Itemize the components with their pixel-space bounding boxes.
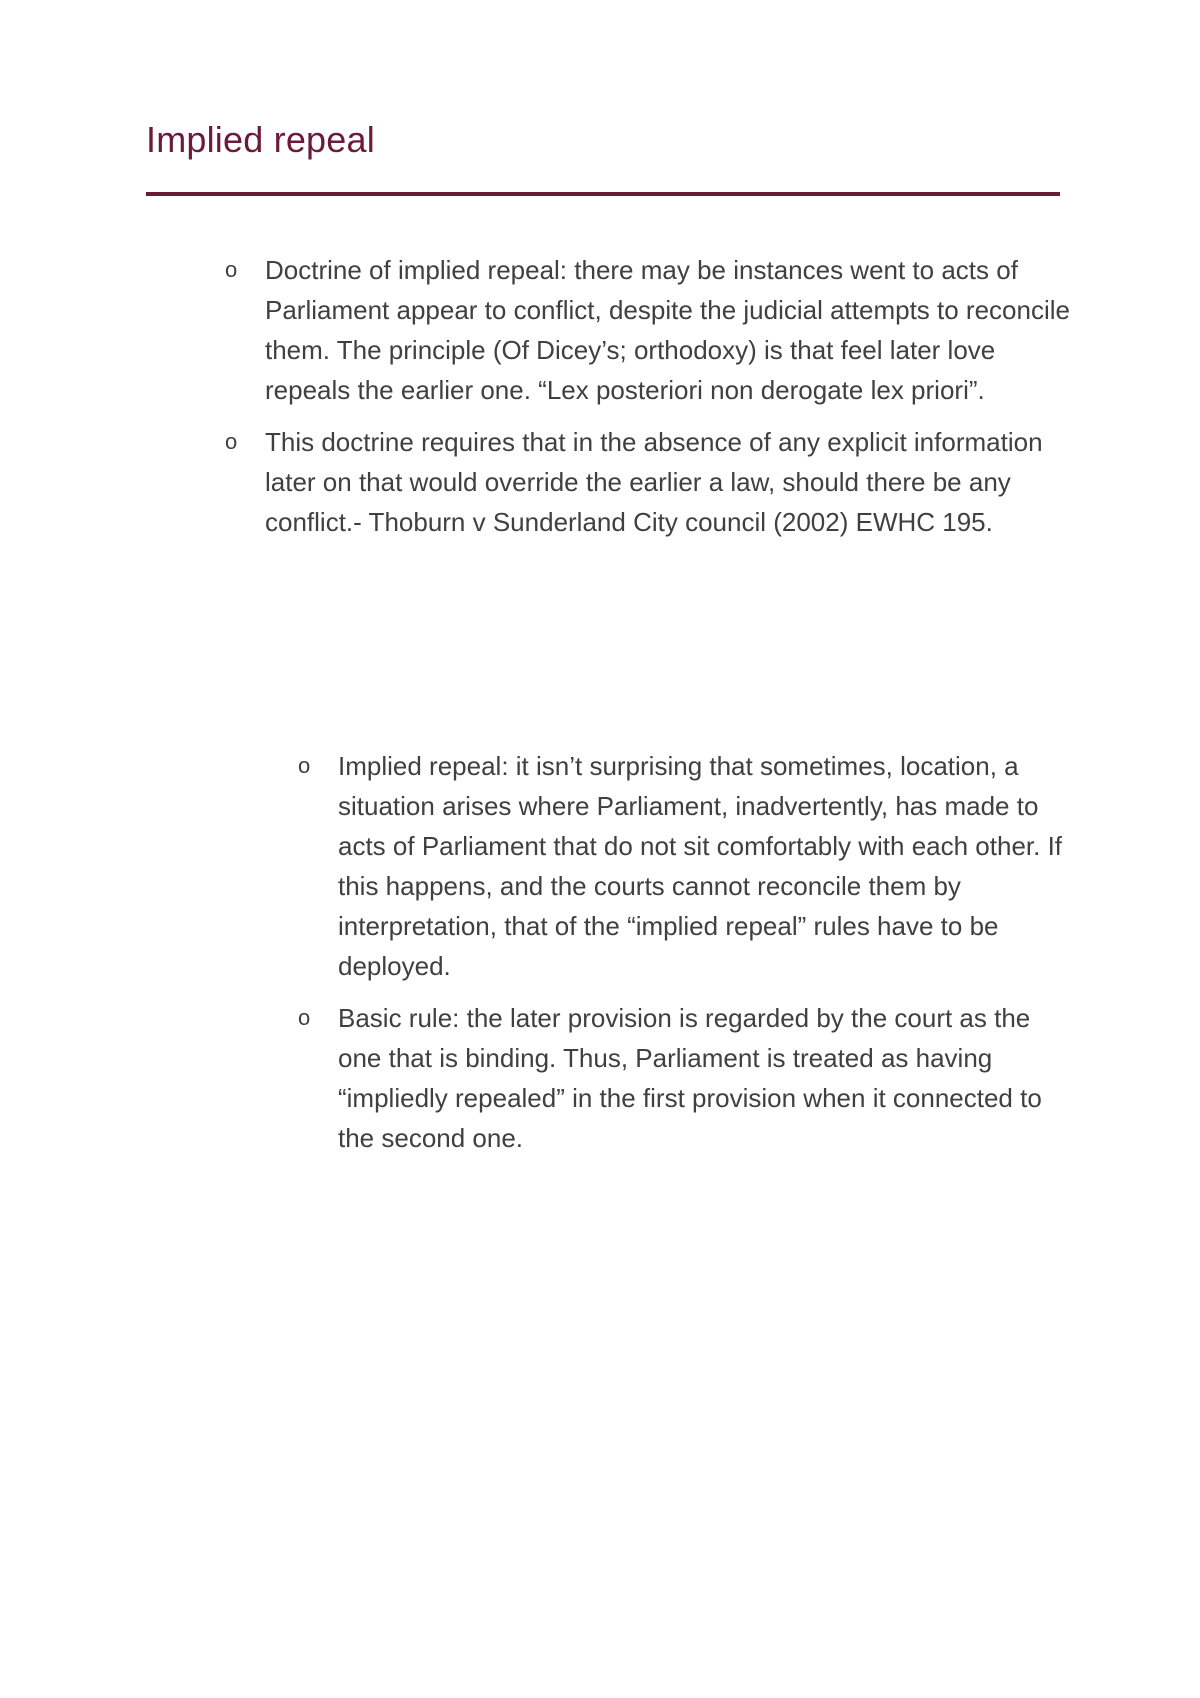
bullet-marker: o [225, 429, 238, 454]
list-item [298, 746, 1073, 986]
bullet-marker: o [298, 1005, 311, 1030]
list-item-text: This doctrine requires that in the absence of any explicit information later on that would override the earlier a law, should there be any conflict.- Thoburn v Sunderland City council (2002) EWHC 195. [265, 427, 1043, 537]
list-item [225, 422, 1070, 542]
bullet-marker: o [298, 753, 311, 778]
bullet-list-primary [225, 250, 1070, 554]
list-item-text: Basic rule: the later provision is regarded by the court as the one that is binding. Thus, Parliament is treated as having “impliedly repealed” in the first provision when it connected to the second one. [338, 1003, 1042, 1153]
bullet-marker: o [225, 257, 238, 282]
title-divider [146, 192, 1060, 196]
bullet-list-secondary [298, 746, 1073, 1170]
list-item-text: Implied repeal: it isn’t surprising that sometimes, location, a situation arises where Parliament, inadvertently, has made to acts of Parliament that do not sit comfortably with each other. If this happens, and the courts cannot reconcile them by interpretation, that of the “implied repeal” rules have to be deployed. [338, 751, 1063, 981]
list-item [225, 250, 1070, 410]
list-item [298, 998, 1073, 1158]
page-title: Implied repeal [146, 119, 375, 160]
list-item-text: Doctrine of implied repeal: there may be instances went to acts of Parliament appear to conflict, despite the judicial attempts to reconcile them. The principle (Of Dicey’s; orthodoxy) is that feel later love repeals the earlier one. “Lex posteriori non derogate lex priori”. [265, 255, 1070, 405]
